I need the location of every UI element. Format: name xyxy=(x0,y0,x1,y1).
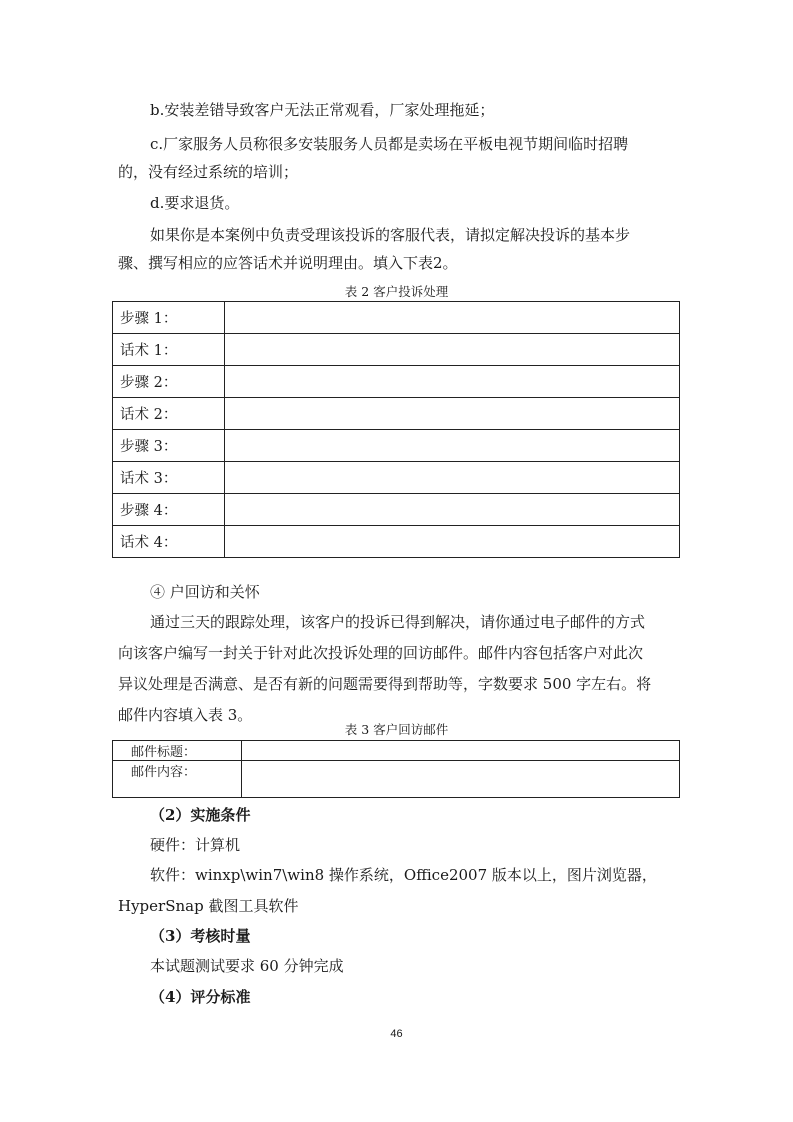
complaint-handling-table xyxy=(112,301,680,558)
table-row xyxy=(113,526,680,558)
table-row xyxy=(113,741,680,761)
answer-cell[interactable] xyxy=(242,761,680,798)
table-row xyxy=(113,462,680,494)
row-label: 话术 3： xyxy=(113,462,225,494)
revisit-text-line3: 异议处理是否满意、是否有新的问题需要得到帮助等，字数要求 500 字左右。将 xyxy=(118,675,652,693)
paragraph-question-line1: 如果你是本案例中负责受理该投诉的客服代表，请拟定解决投诉的基本步 xyxy=(150,226,631,244)
answer-cell[interactable] xyxy=(225,334,680,366)
row-label: 话术 4： xyxy=(113,526,225,558)
table-row xyxy=(113,302,680,334)
section-heading-time: （3）考核时量 xyxy=(150,927,251,945)
table-row xyxy=(113,366,680,398)
section-heading-conditions: （2）实施条件 xyxy=(150,806,251,824)
revisit-text-line4: 邮件内容填入表 3。 xyxy=(118,706,253,724)
table-row xyxy=(113,334,680,366)
answer-cell[interactable] xyxy=(225,526,680,558)
row-label: 话术 1： xyxy=(113,334,225,366)
answer-cell[interactable] xyxy=(242,741,680,761)
paragraph-item-b: b.安装差错导致客户无法正常观看，厂家处理拖延； xyxy=(150,101,495,119)
paragraph-item-c-line1: c.厂家服务人员称很多安装服务人员都是卖场在平板电视节期间临时招聘 xyxy=(150,135,629,153)
row-label: 步骤 2： xyxy=(113,366,225,398)
answer-cell[interactable] xyxy=(225,366,680,398)
answer-cell[interactable] xyxy=(225,302,680,334)
row-label: 邮件内容： xyxy=(113,761,242,798)
table-row xyxy=(113,398,680,430)
answer-cell[interactable] xyxy=(225,494,680,526)
row-label: 邮件标题： xyxy=(113,741,242,761)
paragraph-item-d: d.要求退货。 xyxy=(150,194,240,212)
revisit-email-table xyxy=(112,740,680,798)
time-text: 本试题测试要求 60 分钟完成 xyxy=(150,957,344,975)
software-text-line2: HyperSnap 截图工具软件 xyxy=(118,897,299,915)
row-label: 步骤 1： xyxy=(113,302,225,334)
answer-cell[interactable] xyxy=(225,462,680,494)
answer-cell[interactable] xyxy=(225,398,680,430)
paragraph-item-c-line2: 的，没有经过系统的培训； xyxy=(118,163,299,181)
paragraph-question-line2: 骤、撰写相应的应答话术并说明理由。填入下表2。 xyxy=(118,254,458,272)
page-number: 46 xyxy=(390,1028,403,1040)
table-row xyxy=(113,761,680,798)
table2-caption: 表 2 客户投诉处理 xyxy=(344,284,449,299)
hardware-text: 硬件：计算机 xyxy=(150,836,241,854)
revisit-text-line2: 向该客户编写一封关于针对此次投诉处理的回访邮件。邮件内容包括客户对此次 xyxy=(118,644,644,662)
software-text-line1: 软件：winxp\win7\win8 操作系统，Office2007 版本以上，图片浏览器， xyxy=(150,866,657,884)
revisit-text-line1: 通过三天的跟踪处理，该客户的投诉已得到解决，请你通过电子邮件的方式 xyxy=(150,613,646,631)
row-label: 步骤 4： xyxy=(113,494,225,526)
table-row xyxy=(113,430,680,462)
row-label: 话术 2： xyxy=(113,398,225,430)
section-heading-scoring: （4）评分标准 xyxy=(150,988,251,1006)
table3-caption: 表 3 客户回访邮件 xyxy=(344,722,449,737)
section-heading-customer-revisit: ④ 户回访和关怀 xyxy=(150,583,260,601)
answer-cell[interactable] xyxy=(225,430,680,462)
table-row xyxy=(113,494,680,526)
row-label: 步骤 3： xyxy=(113,430,225,462)
